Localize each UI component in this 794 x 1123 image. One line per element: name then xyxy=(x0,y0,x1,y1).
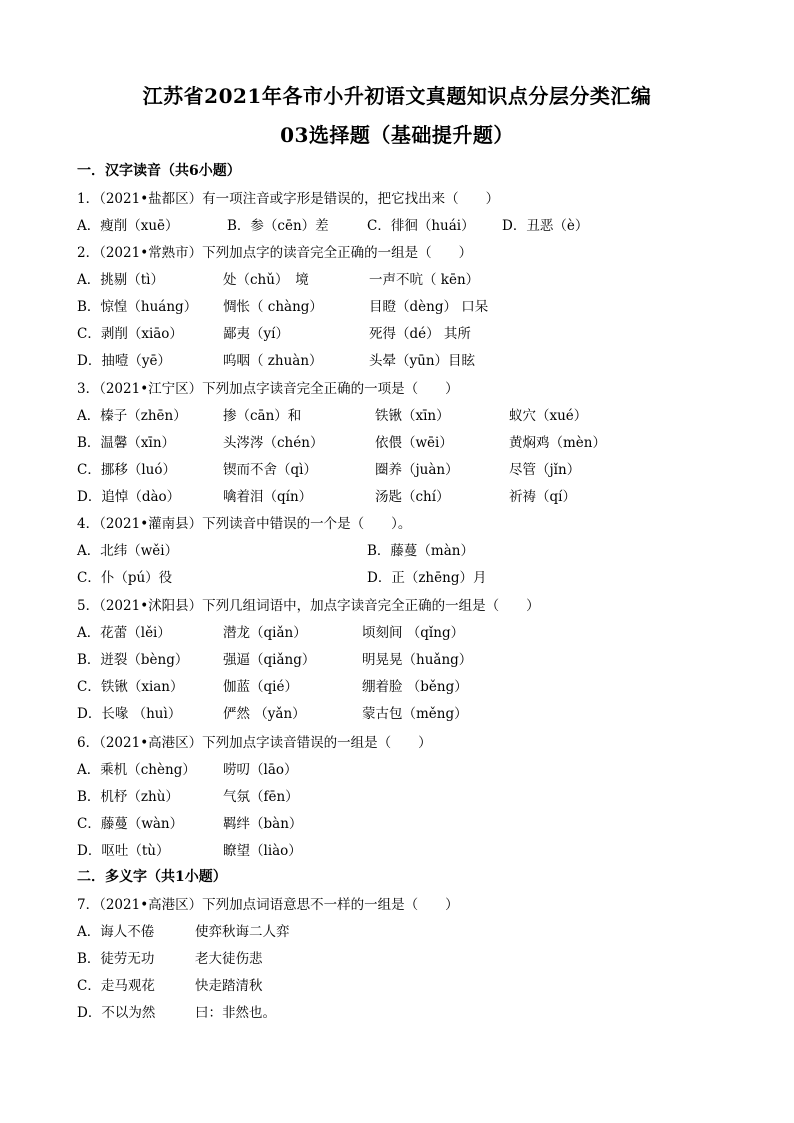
document-subtitle: 03选择题（基础提升题） xyxy=(280,123,514,147)
option-cell: A．花蕾（lěi） xyxy=(77,625,171,642)
option-cell: 顷刻间 （qǐng） xyxy=(362,625,465,642)
option-cell: 汤匙（chí） xyxy=(375,489,450,506)
question-stem: 7．（2021•高港区）下列加点词语意思不一样的一组是（ ） xyxy=(77,897,459,913)
option-row xyxy=(77,485,717,507)
option-row xyxy=(77,349,717,371)
option-cell: 黄焖鸡（mèn） xyxy=(509,435,606,452)
document-title: 江苏省2021年各市小升初语文真题知识点分层分类汇编 xyxy=(142,84,652,108)
question-stem: 2．（2021•常熟市）下列加点字的读音完全正确的一组是（ ） xyxy=(77,245,473,261)
option-row xyxy=(77,812,717,834)
option-cell: 快走踏清秋 xyxy=(195,978,263,995)
option-cell: D．不以为然 xyxy=(77,1005,156,1022)
option-cell: 依偎（wēi） xyxy=(375,435,453,452)
option-cell: 明晃晃（huǎng） xyxy=(362,652,473,669)
option-cell: A．北纬（wěi） xyxy=(77,543,179,560)
option-cell: B．藤蔓（màn） xyxy=(367,543,474,560)
option-cell: 惆怅（ chàng） xyxy=(223,299,323,316)
section-heading: 二．多义字（共1小题） xyxy=(77,869,227,885)
question-stem: 3．（2021•江宁区）下列加点字读音完全正确的一项是（ ） xyxy=(77,381,459,397)
option-cell: D．丑恶（è） xyxy=(502,218,589,235)
option-cell: A．瘦削（xuē） xyxy=(77,218,179,235)
option-row xyxy=(77,539,717,561)
option-row xyxy=(77,648,717,670)
option-cell: C．铁锹（xian） xyxy=(77,679,184,696)
option-cell: C．走马观花 xyxy=(77,978,155,995)
option-cell: 头晕（yūn）目眩 xyxy=(369,353,476,370)
option-cell: 使弈秋诲二人弈 xyxy=(195,924,290,941)
option-row xyxy=(77,322,717,344)
option-cell: 曰：非然也。 xyxy=(195,1005,276,1022)
option-row xyxy=(77,758,717,780)
option-cell: B．迸裂（bèng） xyxy=(77,652,189,669)
option-cell: C．剥削（xiāo） xyxy=(77,326,183,343)
option-cell: 气氛（fēn） xyxy=(223,789,299,806)
option-row xyxy=(77,621,717,643)
option-cell: 潜龙（qiǎn） xyxy=(223,625,307,642)
option-cell: 祈祷（qí） xyxy=(509,489,576,506)
option-row xyxy=(77,458,717,480)
option-cell: C．挪移（luó） xyxy=(77,462,176,479)
option-cell: 绷着脸 （běng） xyxy=(362,679,468,696)
option-row xyxy=(77,785,717,807)
option-cell: 尽管（jǐn） xyxy=(509,462,581,479)
option-cell: 鄙夷（yí） xyxy=(223,326,289,343)
option-cell: C．藤蔓（wàn） xyxy=(77,816,184,833)
option-cell: 伽蓝（qié） xyxy=(223,679,298,696)
option-cell: 掺（cān）和 xyxy=(223,408,302,425)
option-cell: C．仆（pú）役 xyxy=(77,570,173,587)
option-row xyxy=(77,404,717,426)
option-cell: B．温馨（xīn） xyxy=(77,435,176,452)
option-cell: D．追悼（dào） xyxy=(77,489,181,506)
option-cell: A．乘机（chèng） xyxy=(77,762,196,779)
option-cell: 呜咽（ zhuàn） xyxy=(223,353,323,370)
question-stem: 5．（2021•沭阳县）下列几组词语中，加点字读音完全正确的一组是（ ） xyxy=(77,598,540,614)
option-cell: 蚁穴（xué） xyxy=(509,408,588,425)
option-cell: 锲而不舍（qì） xyxy=(223,462,317,479)
option-cell: C．徘徊（huái） xyxy=(367,218,475,235)
option-cell: 羁绊（bàn） xyxy=(223,816,303,833)
option-row xyxy=(77,566,717,588)
option-cell: 老大徒伤悲 xyxy=(195,951,263,968)
option-row xyxy=(77,431,717,453)
option-row xyxy=(77,675,717,697)
option-cell: 噙着泪（qín） xyxy=(223,489,313,506)
option-cell: A．榛子（zhēn） xyxy=(77,408,187,425)
option-row xyxy=(77,295,717,317)
question-stem: 6．（2021•高港区）下列加点字读音错误的一组是（ ） xyxy=(77,735,432,751)
option-cell: A．挑剔（tì） xyxy=(77,272,164,289)
option-row xyxy=(77,268,717,290)
option-row xyxy=(77,974,717,996)
option-cell: D．正（zhēng）月 xyxy=(367,570,487,587)
option-row xyxy=(77,947,717,969)
option-cell: 圈养（juàn） xyxy=(375,462,459,479)
option-cell: 一声不吭（ kēn） xyxy=(369,272,480,289)
option-cell: 铁锹（xīn） xyxy=(375,408,450,425)
option-cell: 死得（dé） 其所 xyxy=(369,326,471,343)
option-row xyxy=(77,1001,717,1023)
option-cell: 强逼（qiǎng） xyxy=(223,652,316,669)
option-row xyxy=(77,214,717,236)
option-cell: B．徒劳无功 xyxy=(77,951,155,968)
option-cell: B．惊惶（huáng） xyxy=(77,299,198,316)
option-row xyxy=(77,702,717,724)
option-cell: 头涔涔（chén） xyxy=(223,435,324,452)
option-cell: 目瞪（dèng） 口呆 xyxy=(369,299,489,316)
option-cell: 蒙古包（měng） xyxy=(362,706,468,723)
option-cell: A．诲人不倦 xyxy=(77,924,155,941)
section-heading: 一．汉字读音（共6小题） xyxy=(77,163,241,179)
question-stem: 1．（2021•盐都区）有一项注音或字形是错误的，把它找出来（ ） xyxy=(77,191,500,207)
option-cell: B．机杼（zhù） xyxy=(77,789,179,806)
option-cell: B．参（cēn）差 xyxy=(227,218,329,235)
option-cell: D．呕吐（tù） xyxy=(77,843,170,860)
option-cell: D．抽噎（yē） xyxy=(77,353,171,370)
option-cell: D．长喙 （huì） xyxy=(77,706,182,723)
question-stem: 4．（2021•灌南县）下列读音中错误的一个是（ ）。 xyxy=(77,516,412,532)
option-row xyxy=(77,839,717,861)
option-row xyxy=(77,920,717,942)
option-cell: 处（chǔ） 境 xyxy=(223,272,309,289)
option-cell: 唠叨（lāo） xyxy=(223,762,298,779)
option-cell: 俨然 （yǎn） xyxy=(223,706,306,723)
option-cell: 瞭望（liào） xyxy=(223,843,302,860)
